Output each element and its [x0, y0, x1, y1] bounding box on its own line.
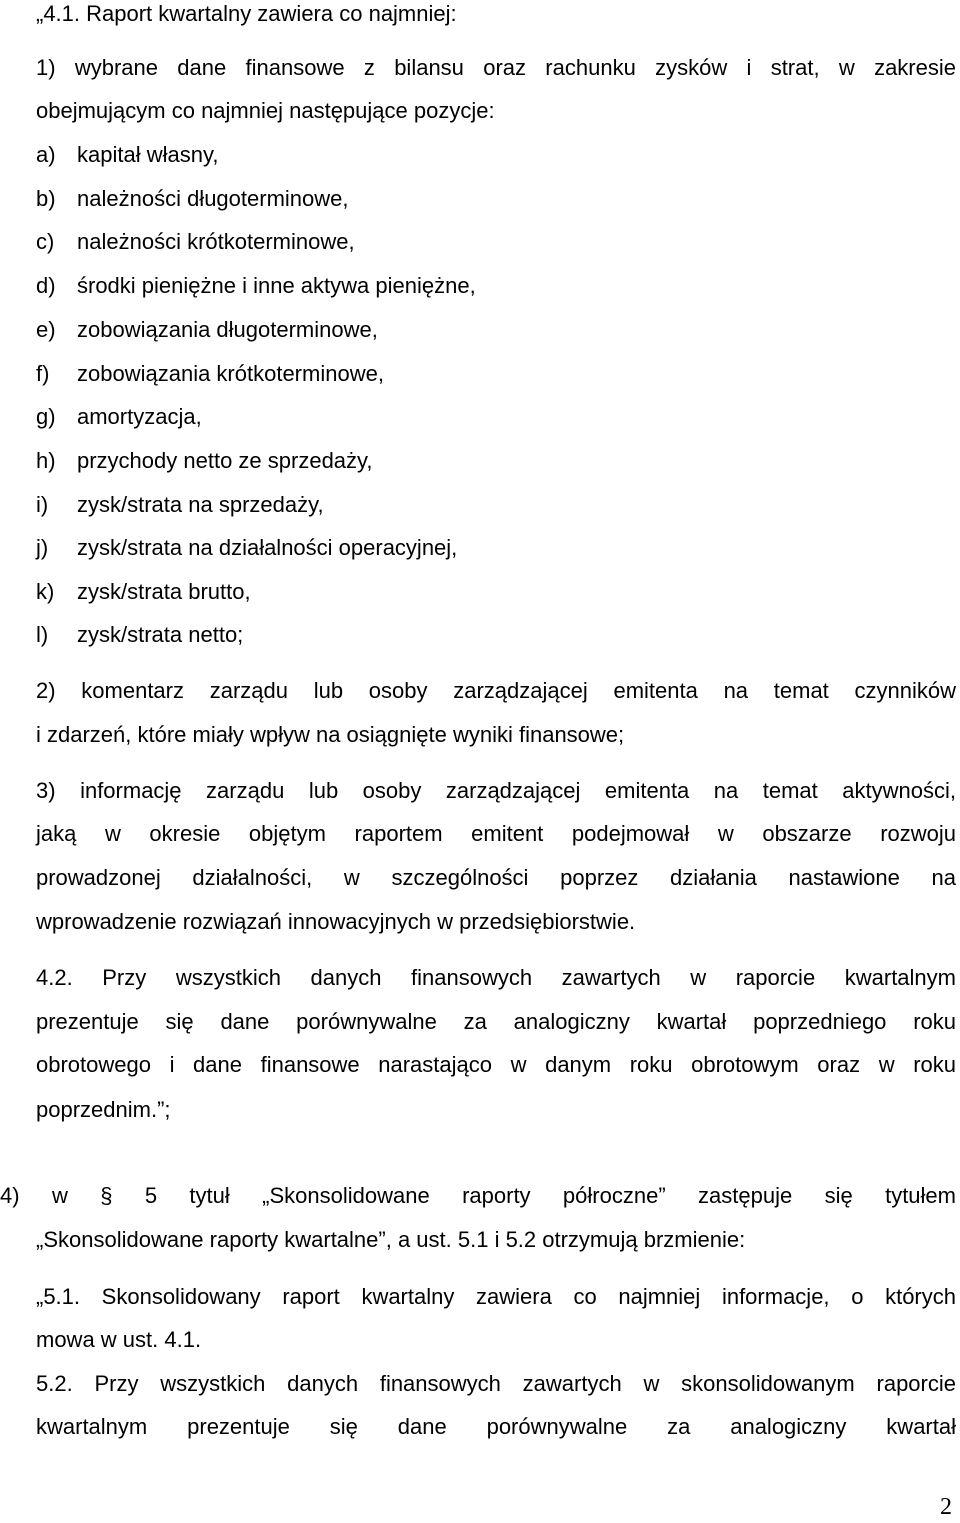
point-3-line-2: jaką w okresie objętym raportem emitent podejmował w obszarze rozwoju — [36, 821, 956, 846]
list-item-label: b) — [36, 186, 56, 211]
amendment-4-line-2: „Skonsolidowane raporty kwartalne”, a ust. 5.1 i 5.2 otrzymują brzmienie: — [36, 1227, 746, 1252]
section-4-1-heading: „4.1. Raport kwartalny zawiera co najmniej: — [36, 1, 457, 26]
list-item-text: zobowiązania krótkoterminowe, — [77, 361, 384, 386]
point-2-line-1: 2) komentarz zarządu lub osoby zarządzającej emitenta na temat czynników — [36, 678, 956, 703]
section-5-1-line-1: „5.1. Skonsolidowany raport kwartalny zawiera co najmniej informacje, o których — [36, 1284, 956, 1309]
list-item-label: d) — [36, 273, 56, 298]
list-item-text: zobowiązania długoterminowe, — [77, 317, 378, 342]
point-1-line-2: obejmującym co najmniej następujące pozycje: — [36, 98, 495, 123]
list-item-label: a) — [36, 142, 56, 167]
list-item-label: k) — [36, 579, 55, 604]
list-item-label: g) — [36, 404, 56, 429]
point-2-line-2: i zdarzeń, które miały wpływ na osiągnięte wyniki finansowe; — [36, 722, 625, 747]
section-5-2-line-1: 5.2. Przy wszystkich danych finansowych zawartych w skonsolidowanym raporcie — [36, 1371, 956, 1396]
point-3-line-3: prowadzonej działalności, w szczególności poprzez działania nastawione na — [36, 865, 956, 890]
list-item-text: należności krótkoterminowe, — [77, 229, 355, 254]
list-item-label: e) — [36, 317, 56, 342]
list-item-label: j) — [36, 535, 49, 560]
list-item-text: amortyzacja, — [77, 404, 202, 429]
list-item-text: kapitał własny, — [77, 142, 219, 167]
list-item-text: zysk/strata netto; — [77, 622, 244, 647]
list-item-label: l) — [36, 622, 49, 647]
list-item-label: i) — [36, 492, 49, 517]
section-4-2-line-1: 4.2. Przy wszystkich danych finansowych zawartych w raporcie kwartalnym — [36, 965, 956, 990]
list-item-text: przychody netto ze sprzedaży, — [77, 448, 373, 473]
section-4-2-line-3: obrotowego i dane finansowe narastająco w danym roku obrotowym oraz w roku — [36, 1052, 956, 1077]
section-4-2-line-4: poprzednim.”; — [36, 1097, 171, 1122]
point-3-line-4: wprowadzenie rozwiązań innowacyjnych w przedsiębiorstwie. — [36, 909, 636, 934]
section-5-1-line-2: mowa w ust. 4.1. — [36, 1327, 202, 1352]
list-item-text: środki pieniężne i inne aktywa pieniężne, — [77, 273, 476, 298]
list-item-text: zysk/strata na działalności operacyjnej, — [77, 535, 458, 560]
list-item-label: f) — [36, 361, 50, 386]
point-3-line-1: 3) informację zarządu lub osoby zarządzającej emitenta na temat aktywności, — [36, 778, 956, 803]
section-5-2-line-2: kwartalnym prezentuje się dane porównywalne za analogiczny kwartał — [36, 1414, 956, 1439]
list-item-text: zysk/strata brutto, — [77, 579, 251, 604]
list-item-text: zysk/strata na sprzedaży, — [77, 492, 324, 517]
list-item-text: należności długoterminowe, — [77, 186, 349, 211]
section-4-2-line-2: prezentuje się dane porównywalne za analogiczny kwartał poprzedniego roku — [36, 1009, 956, 1034]
page-number: 2 — [940, 1494, 952, 1520]
list-item-label: c) — [36, 229, 55, 254]
list-item-label: h) — [36, 448, 56, 473]
amendment-4-line-1: 4) w § 5 tytuł „Skonsolidowane raporty półroczne” zastępuje się tytułem — [0, 1183, 956, 1208]
point-1-line-1: 1) wybrane dane finansowe z bilansu oraz rachunku zysków i strat, w zakresie — [36, 55, 956, 80]
